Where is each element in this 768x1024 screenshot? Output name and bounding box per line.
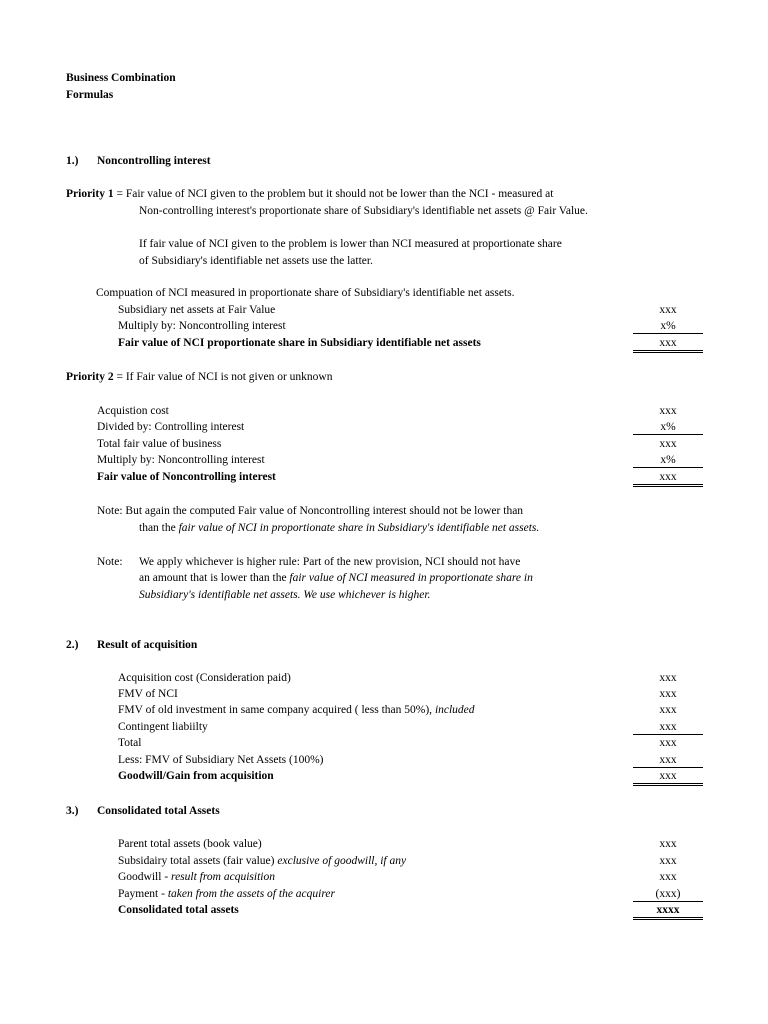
acq-row-line — [118, 703, 475, 717]
p2-row-amount: x% — [633, 420, 703, 435]
priority-1-line-2: Non-controlling interest's proportionate share of Subsidiary's identifiable net assets @ Fair Value. — [139, 205, 588, 217]
p2-row-label: Total fair value of business — [97, 438, 222, 450]
acq-row-label: Total — [118, 737, 142, 749]
section-3-heading: Consolidated total Assets — [97, 805, 220, 817]
comp-row-total-label: Fair value of NCI proportionate share in Subsidiary identifiable net assets — [118, 337, 481, 349]
note-1-line-2 — [139, 521, 539, 535]
assets-row-label: Parent total assets (book value) — [118, 838, 262, 850]
assets-row-total-label: Consolidated total assets — [118, 904, 239, 916]
acq-row-label: FMV of old investment in same company acquired ( less than 50%), — [118, 704, 435, 716]
acq-row-amount: xxx — [633, 753, 703, 768]
note-1-italic: fair value of NCI in proportionate share in Subsidiary's identifiable net assets. — [178, 522, 540, 534]
p2-row-amount: xxx — [659, 438, 677, 450]
acq-row-label: Less: FMV of Subsidiary Net Assets (100%) — [118, 754, 324, 766]
acq-row-total-label: Goodwill/Gain from acquisition — [118, 770, 274, 782]
assets-row-label: Payment - — [118, 888, 168, 900]
document-subtitle: Formulas — [66, 89, 114, 101]
assets-row-label: Goodwill - — [118, 871, 172, 883]
assets-row-amount: (xxx) — [633, 887, 703, 902]
note-2-italic: fair value of NCI measured in proportionate share in — [289, 572, 533, 584]
acq-row-amount: xxx — [659, 672, 677, 684]
p2-row-total-label: Fair value of Noncontrolling interest — [97, 471, 276, 483]
acq-row-total-amount: xxx — [633, 769, 703, 786]
priority-2-line — [66, 370, 332, 384]
note-1-line-1: Note: But again the computed Fair value of Noncontrolling interest should not be lower than — [97, 505, 524, 517]
p2-row-amount: xxx — [659, 405, 677, 417]
priority-1-line-3: If fair value of NCI given to the problem is lower than NCI measured at proportionate share — [139, 238, 562, 250]
assets-row-amount: xxx — [659, 871, 677, 883]
section-3-number: 3.) — [66, 805, 79, 817]
assets-row-line — [118, 887, 335, 901]
p2-row-total-amount: xxx — [633, 470, 703, 487]
assets-row-total-amount: xxxx — [633, 903, 703, 920]
section-1-number: 1.) — [66, 155, 79, 167]
comp-row-label: Multiply by: Noncontrolling interest — [118, 320, 286, 332]
assets-row-italic: taken from the assets of the acquirer — [167, 888, 335, 900]
acq-row-label: Contingent liabiilty — [118, 721, 208, 733]
p2-row-label: Acquistion cost — [97, 405, 169, 417]
assets-row-line — [118, 870, 275, 884]
note-2-line-2 — [139, 571, 533, 585]
priority-1-line-4: of Subsidiary's identifiable net assets use the latter. — [139, 255, 373, 267]
priority-2-label: Priority 2 — [66, 371, 114, 383]
document-title: Business Combination — [66, 72, 176, 84]
assets-row-italic: exclusive of goodwill, if any — [277, 855, 407, 867]
comp-row-total-amount: xxx — [633, 336, 703, 353]
priority-2-text: = If Fair value of NCI is not given or unknown — [113, 371, 333, 383]
note-1-text: than the — [139, 522, 179, 534]
acq-row-amount: xxx — [659, 688, 677, 700]
acq-row-label: Acquisition cost (Consideration paid) — [118, 672, 291, 684]
comp-row-label: Subsidiary net assets at Fair Value — [118, 304, 276, 316]
note-2-line-1: We apply whichever is higher rule: Part of the new provision, NCI should not have — [139, 556, 521, 568]
assets-row-italic: result from acquisition — [171, 871, 275, 883]
comp-row-amount: xxx — [659, 304, 677, 316]
note-2-text: an amount that is lower than the — [139, 572, 290, 584]
comp-row-amount: x% — [633, 319, 703, 334]
acq-row-label: FMV of NCI — [118, 688, 178, 700]
note-2-label: Note: — [97, 556, 123, 568]
priority-1-label: Priority 1 — [66, 188, 114, 200]
section-2-heading: Result of acquisition — [97, 639, 198, 651]
acq-row-amount: xxx — [659, 704, 677, 716]
note-2-line-3: Subsidiary's identifiable net assets. We use whichever is higher. — [139, 589, 431, 601]
acq-row-italic: included — [434, 704, 475, 716]
assets-row-amount: xxx — [659, 855, 677, 867]
section-1-heading: Noncontrolling interest — [97, 155, 211, 167]
section-2-number: 2.) — [66, 639, 79, 651]
acq-row-amount: xxx — [659, 737, 677, 749]
priority-1-line-1 — [66, 187, 553, 201]
assets-row-amount: xxx — [659, 838, 677, 850]
computation-intro: Compuation of NCI measured in proportionate share of Subsidiary's identifiable net assets. — [96, 287, 515, 299]
priority-1-text: = Fair value of NCI given to the problem but it should not be lower than the NCI - measured at — [113, 188, 554, 200]
p2-row-label: Divided by: Controlling interest — [97, 421, 245, 433]
assets-row-line — [118, 854, 406, 868]
acq-row-amount: xxx — [633, 720, 703, 735]
assets-row-label: Subsidairy total assets (fair value) — [118, 855, 278, 867]
p2-row-amount: x% — [633, 453, 703, 468]
p2-row-label: Multiply by: Noncontrolling interest — [97, 454, 265, 466]
